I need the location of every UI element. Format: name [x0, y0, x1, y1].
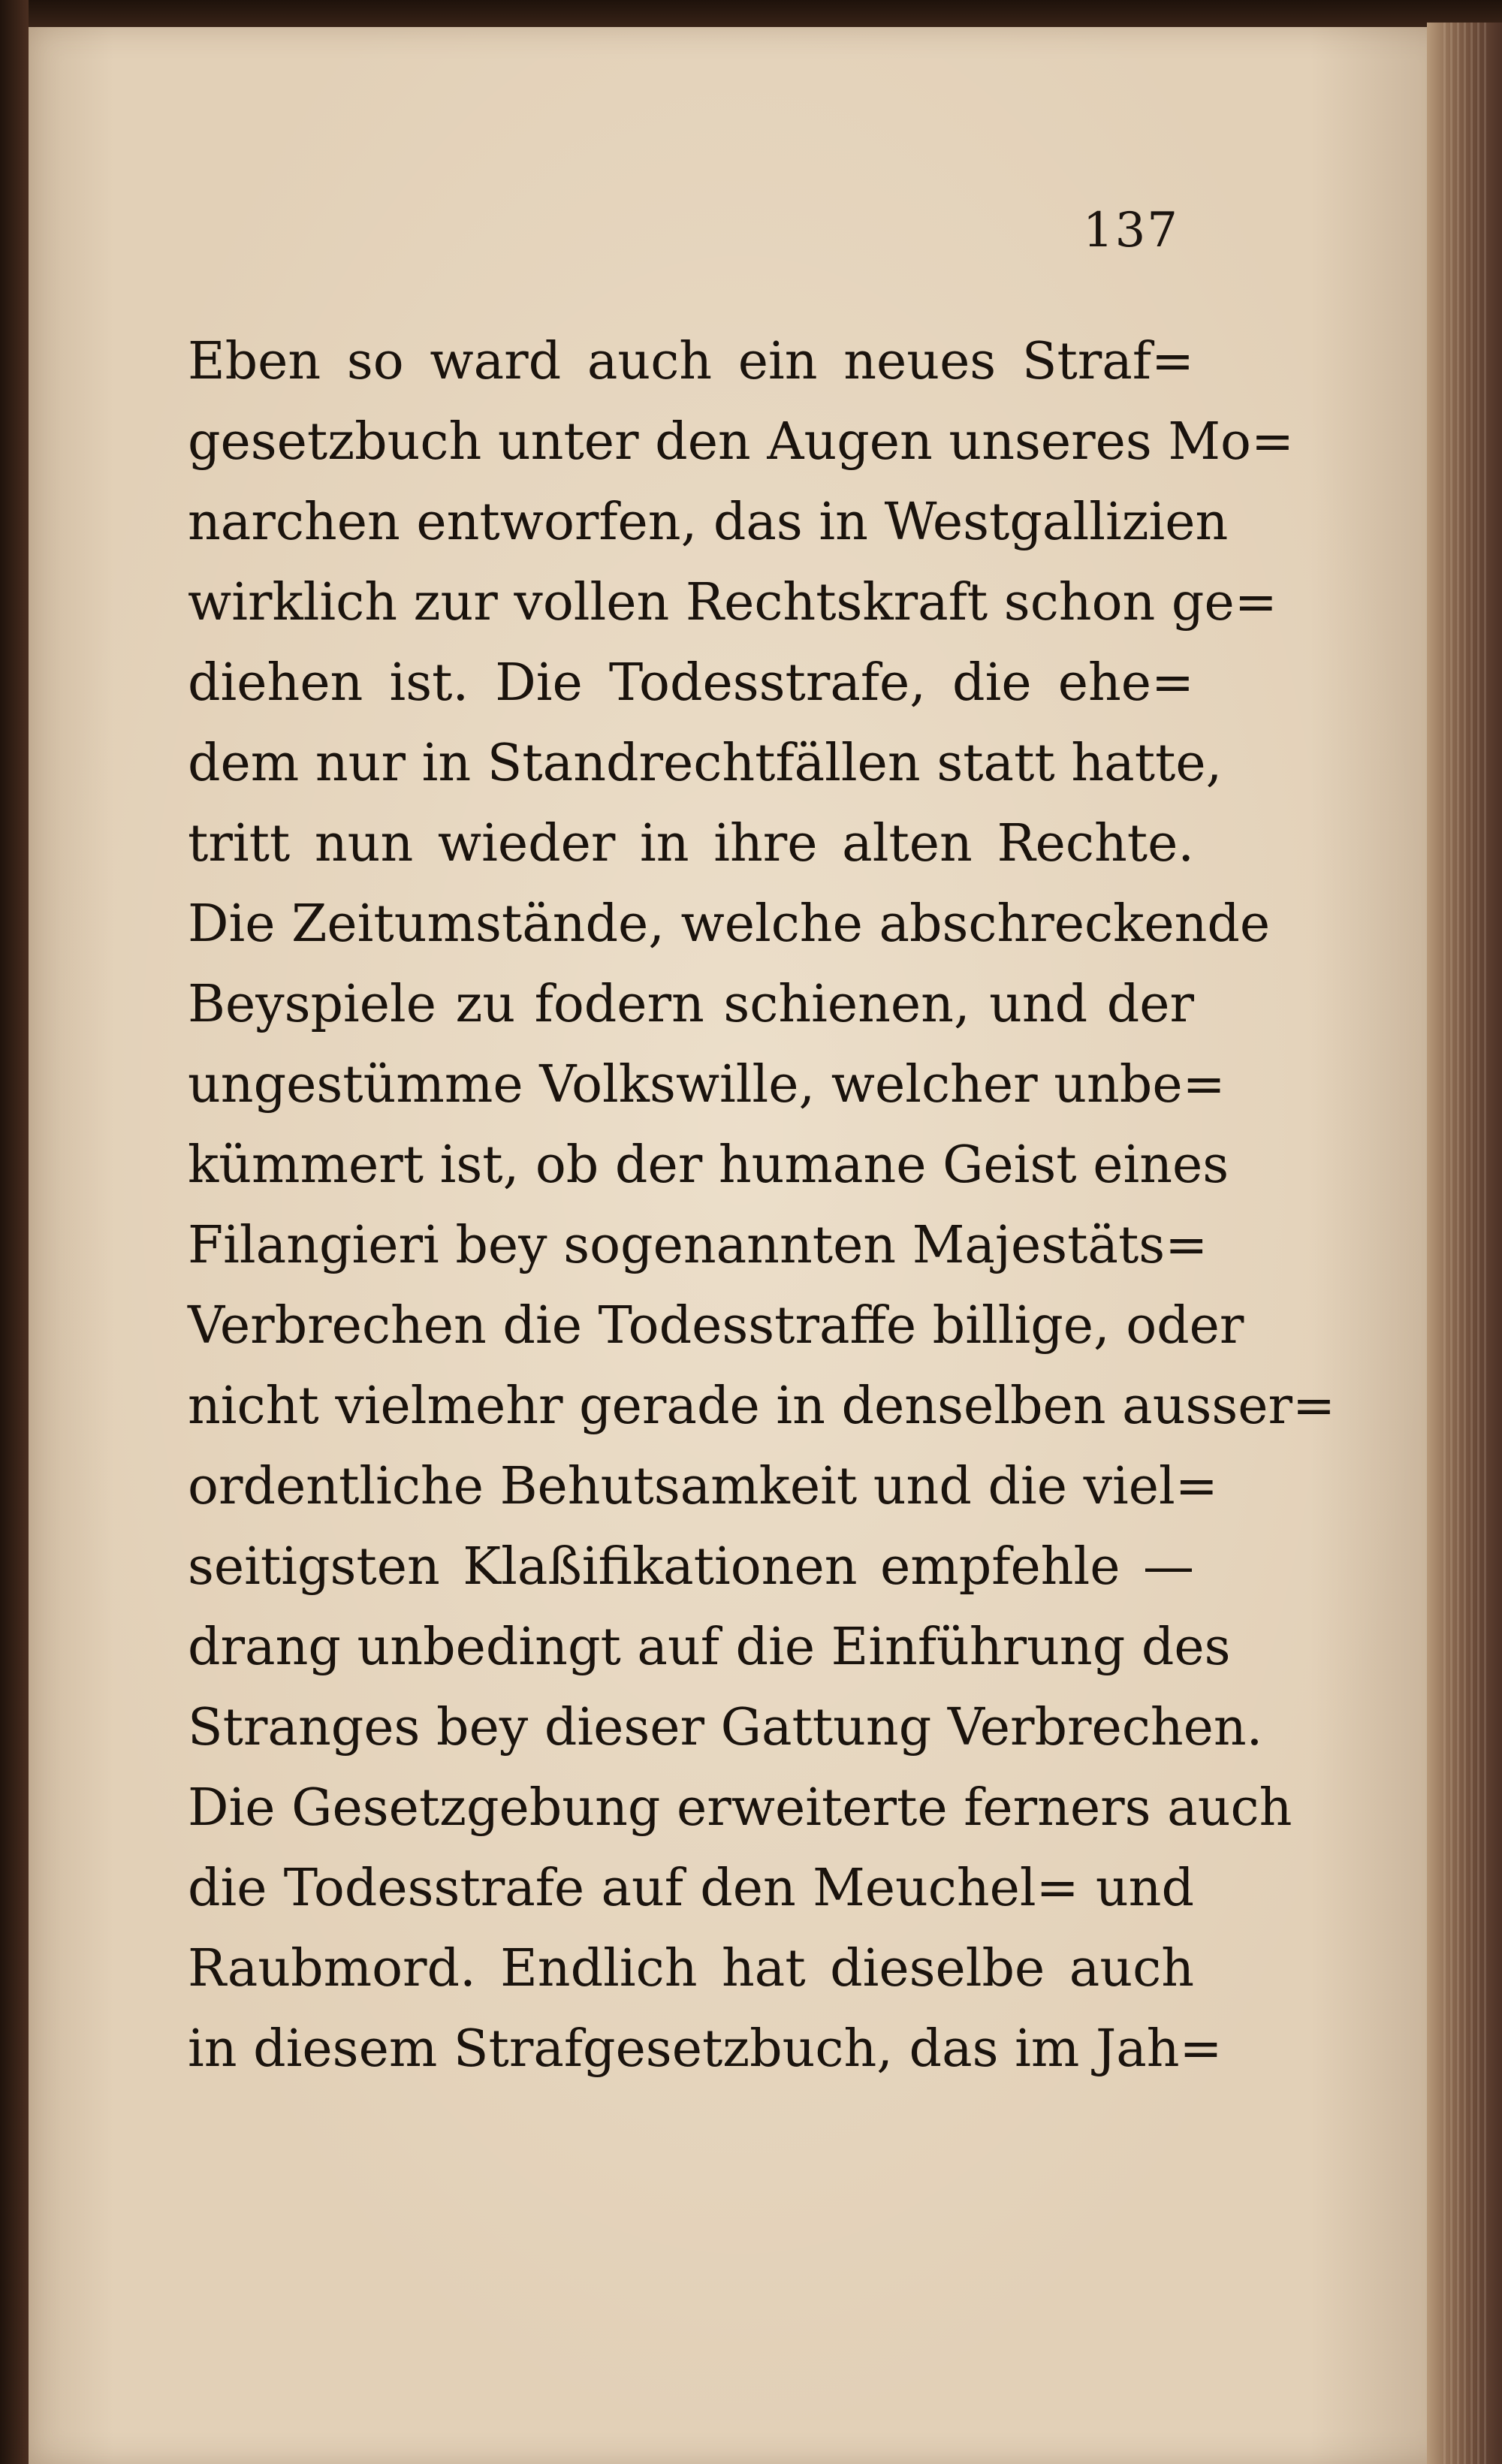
text-line: kümmert ist, ob der humane Geist eines	[188, 1135, 1229, 1195]
text-line: Raubmord. Endlich hat dieselbe auch	[188, 1939, 1194, 1998]
text-line: Beyspiele zu fodern schienen, und der	[188, 975, 1194, 1034]
text-line: Filangieri bey sogenannten Majestäts=	[188, 1216, 1208, 1275]
text-line: ungestümme Volkswille, welcher unbe=	[188, 1055, 1226, 1114]
binding-edge-top	[0, 0, 1502, 30]
text-line: gesetzbuch unter den Augen unseres Mo=	[188, 412, 1294, 472]
text-line: ordentliche Behutsamkeit und die viel=	[188, 1457, 1218, 1516]
page-number: 137	[1082, 203, 1179, 258]
text-line: wirklich zur vollen Rechtskraft schon ge=	[188, 573, 1277, 632]
text-line: die Todesstrafe auf den Meuchel= und	[188, 1859, 1194, 1918]
binding-edge-left	[0, 0, 29, 2464]
text-line: drang unbedingt auf die Einführung des	[188, 1618, 1231, 1677]
body-text	[188, 321, 1336, 2089]
text-line: Stranges bey dieser Gattung Verbrechen.	[188, 1698, 1263, 1757]
text-line: in diesem Strafgesetzbuch, das im Jah=	[188, 2019, 1223, 2079]
text-line: diehen ist. Die Todesstrafe, die ehe=	[188, 653, 1194, 713]
text-line: tritt nun wieder in ihre alten Rechte.	[188, 814, 1194, 873]
text-line: narchen entworfen, das in Westgallizien	[188, 493, 1229, 552]
text-line: Verbrechen die Todesstraffe billige, oder	[188, 1296, 1244, 1356]
text-line: nicht vielmehr gerade in denselben ausser=	[188, 1377, 1336, 1436]
text-line: Eben so ward auch ein neues Straf=	[188, 332, 1194, 391]
text-line: Die Gesetzgebung erweiterte ferners auch	[188, 1778, 1292, 1838]
text-line: seitigsten Klaßifikationen empfehle —	[188, 1537, 1194, 1597]
text-line: dem nur in Standrechtfällen statt hatte,	[188, 734, 1223, 793]
page-edge-texture	[1443, 23, 1488, 2464]
text-line: Die Zeitumstände, welche abschreckende	[188, 894, 1271, 954]
